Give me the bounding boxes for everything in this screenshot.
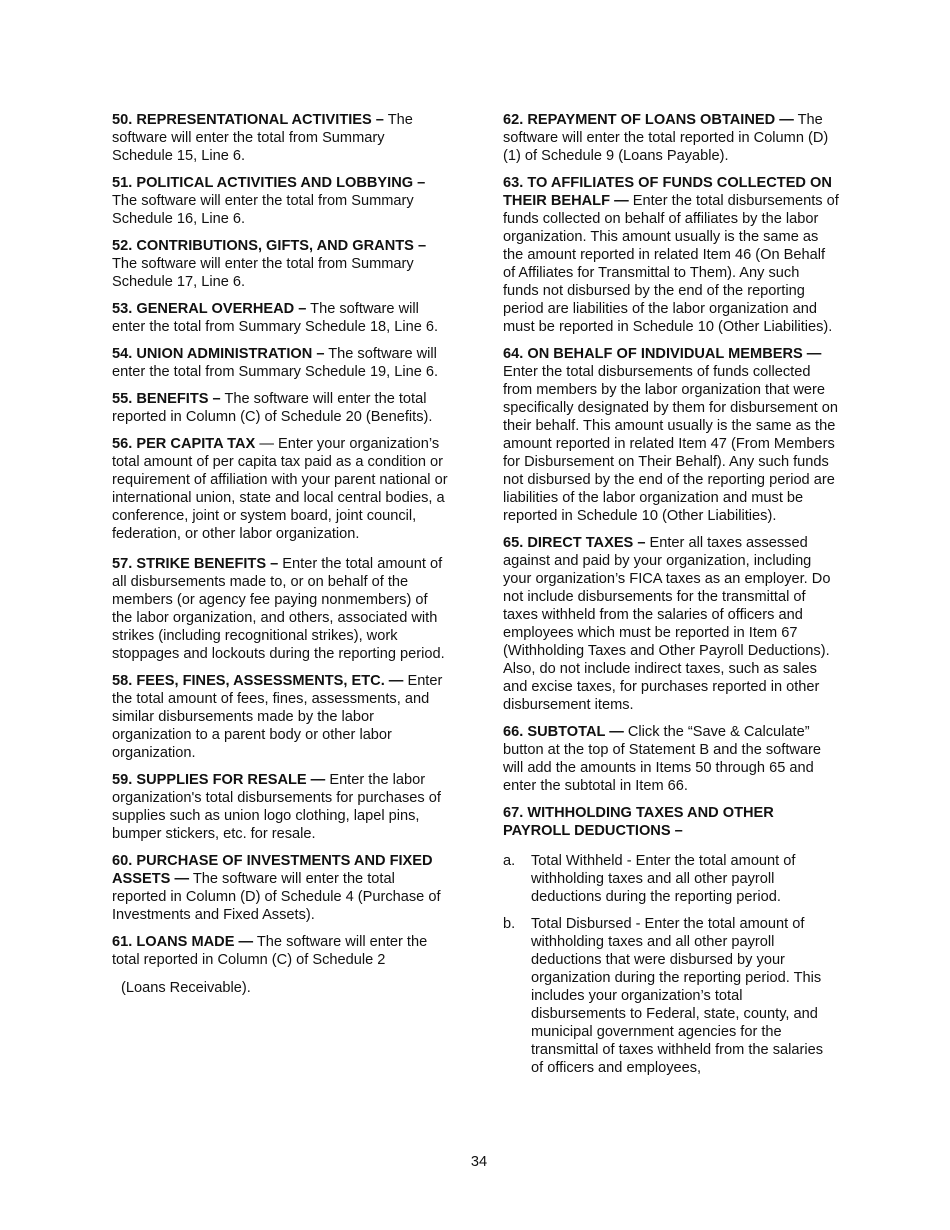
item-heading: 55. BENEFITS – [112, 391, 221, 407]
subitem-text: Total Disbursed - Enter the total amount of withholding taxes and all other payroll deductions that were disbursed by your organization during the reporting period. This includes your organization’s total disbursements to Federal, state, county, and municipal government agencies for the transmittal of taxes withheld from the salaries of officers and employees, [531, 916, 823, 1076]
item-body: The software will enter the total from Summary Schedule 19, Line 6. [112, 346, 439, 380]
item-heading: 53. GENERAL OVERHEAD – [112, 301, 307, 317]
item-58 [112, 672, 448, 762]
page-number: 34 [470, 1154, 488, 1170]
item-body: Enter the total disbursements of funds collected from members by the labor organization that were specifically designated by them for disbursement on their behalf. This amount usually is the same as the amount reported in related Item 47 (From Members for Disbursement on Their Behalf). Any such funds not disbursed by the end of the reporting period are liabilities of the labor organization and must be reported in Schedule 10 (Other Liabilities). [503, 364, 839, 524]
item-67 [503, 804, 839, 840]
item-body: Enter all taxes assessed against and paid by your organization, including your organization’s FICA taxes as an employer. Do not include disbursements for the transmittal of taxes withheld from the salaries of officers and employees which must be reported in Item 67 (Withholding Taxes and Other Payroll Deductions). Also, do not include indirect taxes, such as sales and excise taxes, for purchases reported in other disbursement items. [503, 535, 831, 713]
item-heading: 59. SUPPLIES FOR RESALE — [112, 772, 326, 788]
item-heading: 54. UNION ADMINISTRATION – [112, 346, 325, 362]
item-heading: 67. WITHHOLDING TAXES AND OTHER PAYROLL DEDUCTIONS – [503, 805, 774, 839]
item-65 [503, 534, 839, 714]
item-51 [112, 174, 448, 228]
item-body: The software will enter the total reported in Column (C) of Schedule 2 [112, 934, 428, 968]
item-55 [112, 390, 448, 426]
item-body: The software will enter the total from Summary Schedule 16, Line 6. [112, 193, 414, 227]
item-56 [112, 435, 448, 543]
item-body: Enter the total amount of fees, fines, assessments, and similar disbursements made by the labor organization to a parent body or other labor organization. [112, 673, 443, 761]
subitem-a [503, 852, 839, 906]
item-heading: 51. POLITICAL ACTIVITIES AND LOBBYING – [112, 175, 426, 191]
item-heading: 57. STRIKE BENEFITS – [112, 556, 279, 572]
item-body: The software will enter the total from Summary Schedule 15, Line 6. [112, 112, 413, 164]
item-heading: 52. CONTRIBUTIONS, GIFTS, AND GRANTS – [112, 238, 427, 254]
item-heading: 63. TO AFFILIATES OF FUNDS COLLECTED ON THEIR BEHALF — [503, 175, 832, 209]
item-64 [503, 345, 839, 525]
subitem-letter: b. [503, 916, 516, 932]
item-57 [112, 555, 448, 663]
right-column [503, 111, 839, 1086]
item-body: Enter the total amount of all disbursements made to, or on behalf of the members (or agency fee paying nonmembers) of the labor organization, and others, associated with strikes (including recognitional strikes), work stoppages and lockouts during the reporting period. [112, 556, 445, 662]
item-heading: 64. ON BEHALF OF INDIVIDUAL MEMBERS — [503, 346, 822, 362]
item-body: Enter the total disbursements of funds collected on behalf of affiliates by the labor organization. This amount usually is the same as the amount reported in related Item 46 (On Behalf of Affiliates for Transmittal to Them). Any such funds not disbursed by the end of the reporting period are liabilities of the labor organization and must be reported in Schedule 10 (Other Liabilities). [503, 193, 839, 335]
item-body: Enter the labor organization's total disbursements for purchases of supplies such as union logo clothing, lapel pins, bumper stickers, etc. for resale. [112, 772, 441, 842]
item-heading: 50. REPRESENTATIONAL ACTIVITIES – [112, 112, 384, 128]
item-50 [112, 111, 448, 165]
item-61-continuation: (Loans Receivable). [121, 980, 251, 996]
item-59 [112, 771, 448, 843]
item-52 [112, 237, 448, 291]
item-heading: 56. PER CAPITA TAX [112, 436, 256, 452]
item-heading: 61. LOANS MADE — [112, 934, 254, 950]
item-54 [112, 345, 448, 381]
item-body: The software will enter the total reported in Column (D) of Schedule 4 (Purchase of Investments and Fixed Assets). [112, 871, 441, 923]
item-body: The software will enter the total reported in Column (D)(1) of Schedule 9 (Loans Payable). [503, 112, 829, 164]
item-body: The software will enter the total reported in Column (C) of Schedule 20 (Benefits). [112, 391, 433, 425]
subitem-text: Total Withheld - Enter the total amount of withholding taxes and all other payroll deductions during the reporting period. [531, 853, 796, 905]
item-61 [112, 933, 448, 969]
left-column [112, 111, 448, 997]
item-body: The software will enter the total from Summary Schedule 17, Line 6. [112, 256, 414, 290]
subitem-letter: a. [503, 853, 516, 869]
subitem-b [503, 915, 839, 1077]
item-heading: 66. SUBTOTAL — [503, 724, 624, 740]
item-body: Click the “Save & Calculate” button at the top of Statement B and the software will add the amounts in Items 50 through 65 and enter the subtotal in Item 66. [503, 724, 822, 794]
item-heading: 58. FEES, FINES, ASSESSMENTS, ETC. — [112, 673, 404, 689]
item-66 [503, 723, 839, 795]
item-60 [112, 852, 448, 924]
item-body: — Enter your organization’s total amount of per capita tax paid as a condition or requirement of affiliation with your parent national or international union, state and local central bodies, a conference, joint or system board, joint council, federation, or other labor organization. [112, 436, 448, 542]
item-heading: 65. DIRECT TAXES – [503, 535, 646, 551]
item-62 [503, 111, 839, 165]
item-heading: 60. PURCHASE OF INVESTMENTS AND FIXED ASSETS — [112, 853, 433, 887]
item-heading: 62. REPAYMENT OF LOANS OBTAINED — [503, 112, 794, 128]
item-53 [112, 300, 448, 336]
item-63 [503, 174, 839, 336]
item-body: The software will enter the total from Summary Schedule 18, Line 6. [112, 301, 439, 335]
